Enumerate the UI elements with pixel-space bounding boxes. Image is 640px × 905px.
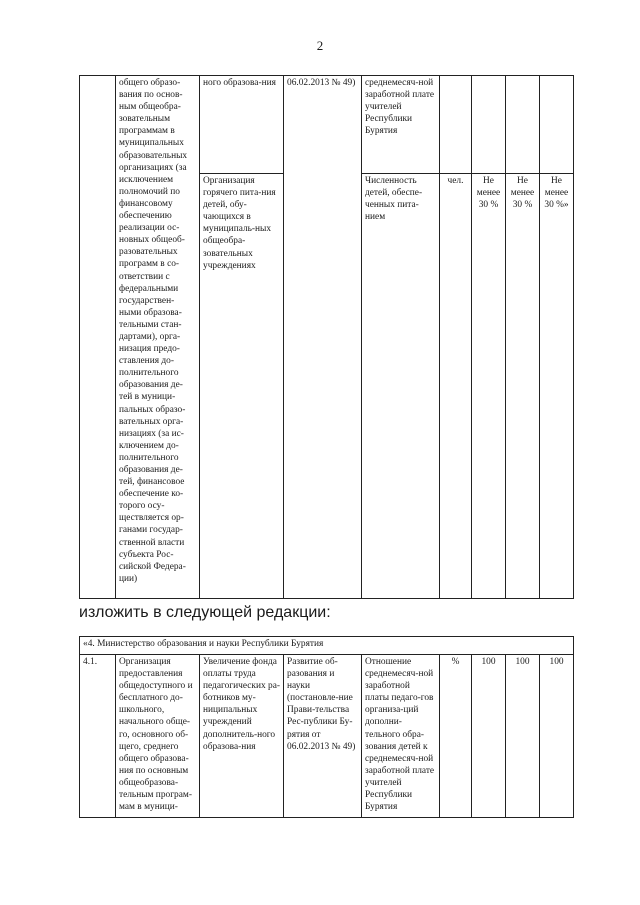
value-cell bbox=[506, 76, 540, 174]
row-number-cell: 4.1. bbox=[80, 655, 116, 818]
top-table bbox=[79, 75, 574, 599]
activity-cell: ного образова-ния bbox=[200, 76, 284, 174]
row-number-cell bbox=[80, 76, 116, 599]
activity-cell: Увеличение фонда оплаты труда педагогических ра-ботников му-ниципальных учреждений дополнитель-ного образова-ния bbox=[200, 655, 284, 818]
indicator-cell: Отношение среднемесяч-ной заработной платы педаго-гов организа-ций дополни-тельного обра-зования детей к среднемесяч-ной заработной плате учителей Республики Бурятия bbox=[362, 655, 440, 818]
value-cell: Не менее 30 %» bbox=[540, 174, 574, 599]
amendment-heading: изложить в следующей редакции: bbox=[79, 604, 331, 621]
activity-cell: Организация горячего пита-ния детей, обу-чающихся в муниципаль-ных общеобра-зовательных учреждениях bbox=[200, 174, 284, 599]
value-cell bbox=[540, 76, 574, 174]
value-cell: 100 bbox=[506, 655, 540, 818]
value-cell: 100 bbox=[540, 655, 574, 818]
unit-cell bbox=[440, 76, 472, 174]
section-title-row bbox=[80, 637, 574, 655]
value-cell: Не менее 30 % bbox=[472, 174, 506, 599]
indicator-cell: Численность детей, обеспе-ченных пита-нием bbox=[362, 174, 440, 599]
value-cell: 100 bbox=[472, 655, 506, 818]
program-cell: Развитие об-разования и науки (постановле-ние Прави-тельства Рес-публики Бу-рятия от 06.02.2013 № 49) bbox=[284, 655, 362, 818]
value-cell bbox=[472, 76, 506, 174]
unit-cell: % bbox=[440, 655, 472, 818]
table-row bbox=[80, 655, 574, 818]
unit-cell: чел. bbox=[440, 174, 472, 599]
value-cell: Не менее 30 % bbox=[506, 174, 540, 599]
indicator-cell: среднемесяч-ной заработной плате учителей Республики Бурятия bbox=[362, 76, 440, 174]
bottom-table bbox=[79, 636, 574, 818]
function-cell: общего образо-вания по основ-ным общеобра-зовательным программам в муниципальных образовательных организациях (за исключением полномочий по финансовому обеспечению реализации ос-новных общеоб-разовательных программ в со-ответствии с федеральными государствен-ными образова-тельными стан-дартами), орга-низация предо-ставления до-полнительного образования де-тей в муници-пальных образо-вательных орга-низациях (за ис-ключением до-полнительного образования де-тей, финансовое обеспечение ко-торого осу-ществляется ор-ганами государ-ственной власти субъекта Рос-сийской Федера-ции) bbox=[116, 76, 200, 599]
page-number: 2 bbox=[316, 38, 324, 53]
table-row bbox=[80, 76, 574, 174]
function-cell: Организация предоставления общедоступного и бесплатного до-школьного, начального обще-го, основного об-щего, среднего общего образова-ния по основным общеобразова-тельным програм-мам в муници- bbox=[116, 655, 200, 818]
section-title: «4. Министерство образования и науки Республики Бурятия bbox=[80, 637, 574, 655]
program-cell: 06.02.2013 № 49) bbox=[284, 76, 362, 599]
